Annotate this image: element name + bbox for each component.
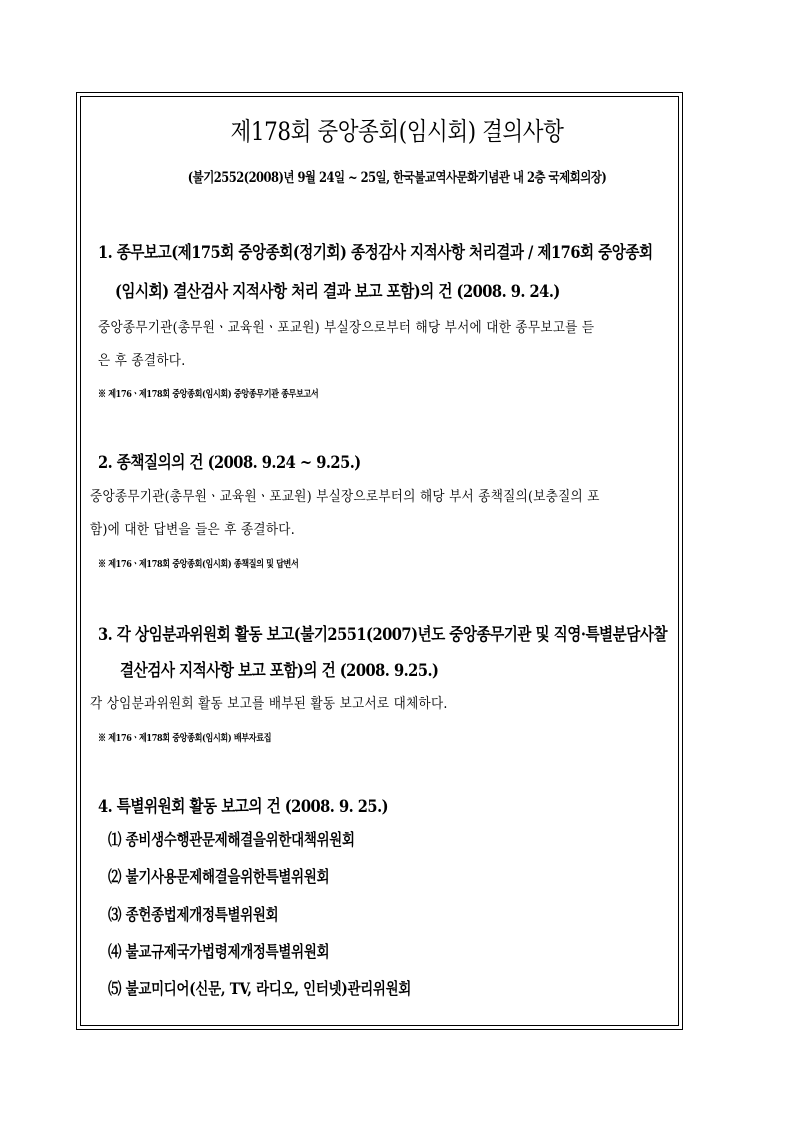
- item-1-title-line-1: 1. 종무보고(제175회 중앙종회(정기회) 종정감사 지적사항 처리결과 / 제176회 중앙종회: [98, 243, 653, 263]
- committee-item: ⑶ 종헌종법제개정특별위원회: [108, 905, 279, 924]
- item-1-title-line-2: (임시회) 결산검사 지적사항 처리 결과 보고 포함)의 건 (2008. 9. 24.): [115, 282, 560, 302]
- item-1-note: ※ 제176ㆍ제178회 중앙종회(임시회) 중앙종무기관 종무보고서: [98, 389, 319, 400]
- item-2-title-line-1: 2. 종책질의의 건 (2008. 9.24 ~ 9.25.): [98, 453, 361, 473]
- item-2-note: ※ 제176ㆍ제178회 중앙종회(임시회) 종책질의 및 답변서: [98, 559, 299, 570]
- item-1-body-line-2: 은 후 종결하다.: [98, 353, 186, 369]
- page-title: 제178회 중앙종회(임시회) 결의사항: [230, 117, 564, 146]
- item-2-body-line-1: 중앙종무기관(총무원ㆍ교육원ㆍ포교원) 부실장으로부터의 해당 부서 종책질의(보충질의 포: [90, 489, 600, 505]
- item-3-note: ※ 제176ㆍ제178회 중앙종회(임시회) 배부자료집: [98, 733, 272, 744]
- committee-item: ⑵ 불기사용문제해결을위한특별위원회: [108, 867, 330, 886]
- page-subtitle: (불기2552(2008)년 9월 24일 ~ 25일, 한국불교역사문화기념관 내 2층 국제회의장): [187, 170, 607, 186]
- committee-item: ⑴ 종비생수행관문제해결을위한대책위원회: [108, 830, 355, 849]
- committee-item: ⑸ 불교미디어(신문, TV, 라디오, 인터넷)관리위원회: [108, 979, 412, 998]
- item-3-title-line-2: 결산검사 지적사항 보고 포함)의 건 (2008. 9.25.): [120, 661, 439, 681]
- item-3-body-line-1: 각 상임분과위원회 활동 보고를 배부된 활동 보고서로 대체하다.: [90, 696, 448, 712]
- item-3-title-line-1: 3. 각 상임분과위원회 활동 보고(불기2551(2007)년도 중앙종무기관 및 직영·특별분담사찰: [98, 625, 668, 645]
- item-2-body-line-2: 함)에 대한 답변을 들은 후 종결하다.: [90, 522, 296, 538]
- item-1-body-line-1: 중앙종무기관(총무원ㆍ교육원ㆍ포교원) 부실장으로부터 해당 부서에 대한 종무보고를 듣: [98, 320, 595, 336]
- committee-item: ⑷ 불교규제국가법령제개정특별위원회: [108, 942, 330, 961]
- item-4-title-line-1: 4. 특별위원회 활동 보고의 건 (2008. 9. 25.): [98, 797, 389, 817]
